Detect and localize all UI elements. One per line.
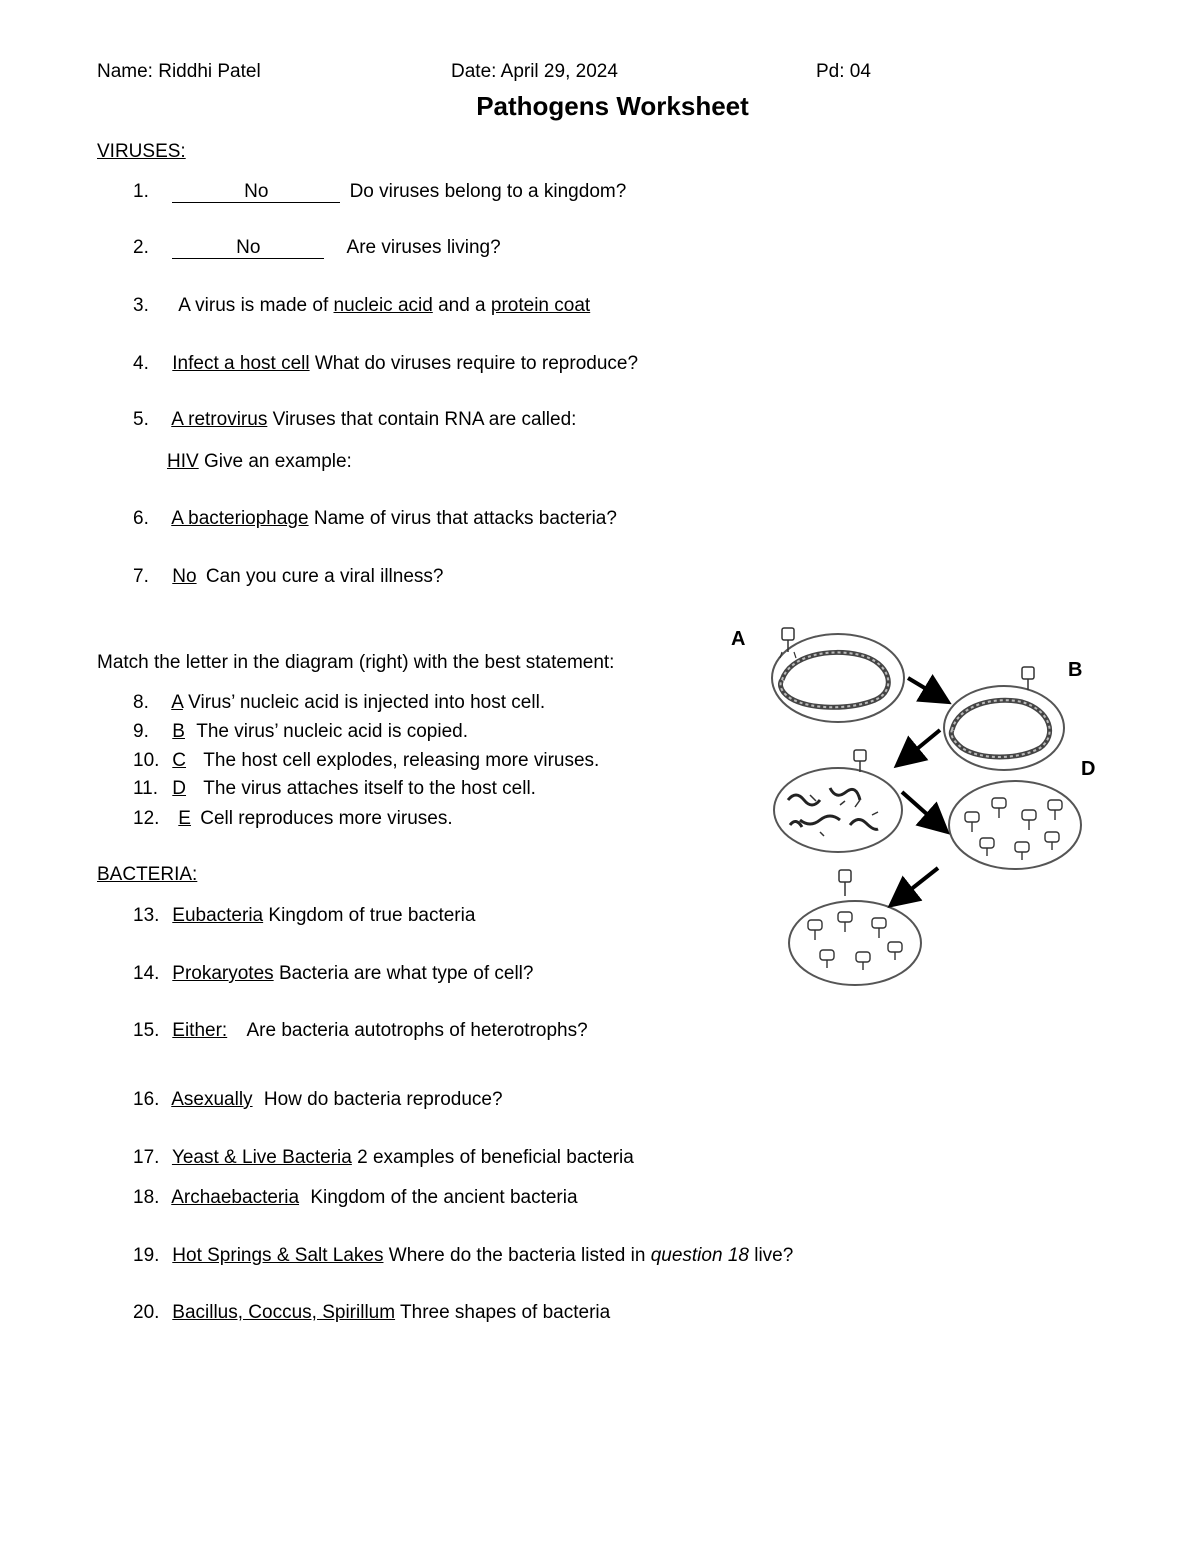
question-text: Are viruses living?: [346, 237, 501, 258]
question-2: [133, 236, 501, 260]
question-number: 6.: [133, 508, 149, 529]
cell-stage-c: [774, 750, 902, 852]
answer-text: Bacillus, Coccus, Spirillum: [172, 1302, 396, 1323]
diagram-arrows: [900, 678, 940, 898]
answer-text: Prokaryotes: [172, 963, 274, 984]
question-number: 14.: [133, 963, 160, 984]
question-text: How do bacteria reproduce?: [263, 1089, 503, 1110]
cell-stage-b: [944, 667, 1064, 770]
answer-text: C: [172, 750, 187, 771]
question-text: Bacteria are what type of cell?: [278, 963, 534, 984]
answer-text: B: [172, 721, 185, 742]
matching-item: [133, 777, 536, 801]
virus-lifecycle-diagram: [760, 620, 1090, 1000]
answer-text: E: [178, 808, 191, 829]
page-title: Pathogens Worksheet: [476, 91, 749, 121]
question-number: 3.: [133, 295, 149, 316]
question-text: Cell reproduces more viruses.: [200, 808, 453, 829]
question-number: 5.: [133, 409, 149, 430]
diagram-label-a: A: [731, 628, 746, 650]
question-number: 10.: [133, 750, 160, 771]
matching-instruction: Match the letter in the diagram (right) with the best statement:: [97, 652, 615, 673]
question-number: 18.: [133, 1187, 160, 1208]
question-number: 19.: [133, 1245, 160, 1266]
question-text: 2 examples of beneficial bacteria: [357, 1147, 634, 1168]
answer-blank: No: [172, 182, 340, 203]
question-3: [133, 294, 590, 318]
question-text: Are bacteria autotrophs of heterotrophs?: [246, 1020, 588, 1041]
question-text: A virus is made of: [178, 295, 329, 316]
question-number: 12.: [133, 808, 160, 829]
question-text: Kingdom of the ancient bacteria: [310, 1187, 578, 1208]
question-number: 11.: [133, 778, 159, 799]
question-4: [133, 352, 638, 376]
question-7: [133, 565, 443, 589]
bacteria-heading: BACTERIA:: [97, 864, 198, 885]
student-name: Name: Riddhi Patel: [97, 61, 261, 82]
question-text: Three shapes of bacteria: [400, 1302, 611, 1323]
answer-text: protein coat: [490, 295, 591, 316]
question-text: Viruses that contain RNA are called:: [272, 409, 577, 430]
question-text: The host cell explodes, releasing more viruses.: [203, 750, 600, 771]
question-number: 20.: [133, 1302, 160, 1323]
question-number: 13.: [133, 905, 160, 926]
diagram-label-b: B: [1068, 659, 1083, 681]
answer-text: Hot Springs & Salt Lakes: [172, 1245, 384, 1266]
answer-text: Asexually: [171, 1089, 253, 1110]
answer-text: HIV: [167, 451, 199, 472]
question-1: [133, 180, 626, 204]
answer-text: Yeast & Live Bacteria: [171, 1147, 352, 1168]
answer-text: nucleic acid: [333, 295, 433, 316]
question-number: 8.: [133, 692, 149, 713]
matching-item: [133, 807, 453, 831]
answer-text: Infect a host cell: [172, 353, 310, 374]
answer-text: A retrovirus: [171, 409, 268, 430]
answer-text: Either:: [172, 1020, 228, 1041]
question-number: 4.: [133, 353, 149, 374]
bacteria-item: [133, 1146, 634, 1170]
cell-stage-e: [789, 870, 921, 985]
answer-text: Archaebacteria: [171, 1187, 300, 1208]
answer-text: D: [172, 778, 187, 799]
matching-item: [133, 749, 599, 773]
cell-stage-d: [949, 781, 1081, 869]
question-text: Do viruses belong to a kingdom?: [349, 181, 627, 202]
question-text: The virus’ nucleic acid is copied.: [196, 721, 469, 742]
viruses-heading: VIRUSES:: [97, 141, 186, 162]
question-5: [133, 408, 576, 432]
date: Date: April 29, 2024: [451, 61, 618, 82]
question-text: Kingdom of true bacteria: [268, 905, 476, 926]
question-number: 7.: [133, 566, 149, 587]
question-number: 2.: [133, 237, 149, 258]
question-6: [133, 507, 617, 531]
cell-stage-a: [772, 628, 904, 722]
question-text: Where do the bacteria listed in: [388, 1245, 646, 1266]
question-text: Virus’ nucleic acid is injected into host cell.: [188, 692, 546, 713]
question-number: 1.: [133, 181, 149, 202]
question-number: 17.: [133, 1147, 160, 1168]
bacteria-item: [133, 1019, 588, 1043]
question-5b: [167, 450, 352, 474]
bacteria-item: [133, 1244, 793, 1268]
diagram-label-d: D: [1081, 758, 1096, 780]
question-text: Name of virus that attacks bacteria?: [313, 508, 617, 529]
bacteria-item: [133, 962, 533, 986]
bacteria-item: [133, 1088, 503, 1112]
question-text: and a: [438, 295, 486, 316]
question-text: The virus attaches itself to the host cell.: [203, 778, 536, 799]
question-text: live?: [754, 1245, 794, 1266]
bacteria-item: [133, 1301, 610, 1325]
question-text: What do viruses require to reproduce?: [314, 353, 639, 374]
question-number: 16.: [133, 1089, 160, 1110]
question-text: Can you cure a viral illness?: [205, 566, 444, 587]
answer-text: Eubacteria: [172, 905, 264, 926]
answer-text: A bacteriophage: [171, 508, 309, 529]
period: Pd: 04: [816, 61, 871, 82]
matching-item: [133, 720, 468, 744]
question-text-italic: question 18: [650, 1245, 749, 1266]
question-text: Give an example:: [203, 451, 352, 472]
question-number: 9.: [133, 721, 149, 742]
question-number: 15.: [133, 1020, 160, 1041]
answer-text: No: [172, 566, 197, 587]
answer-text: A: [171, 692, 183, 713]
bacteria-item: [133, 1186, 578, 1210]
bacteria-item: [133, 904, 475, 928]
answer-blank: No: [172, 238, 324, 259]
matching-item: [133, 691, 545, 715]
